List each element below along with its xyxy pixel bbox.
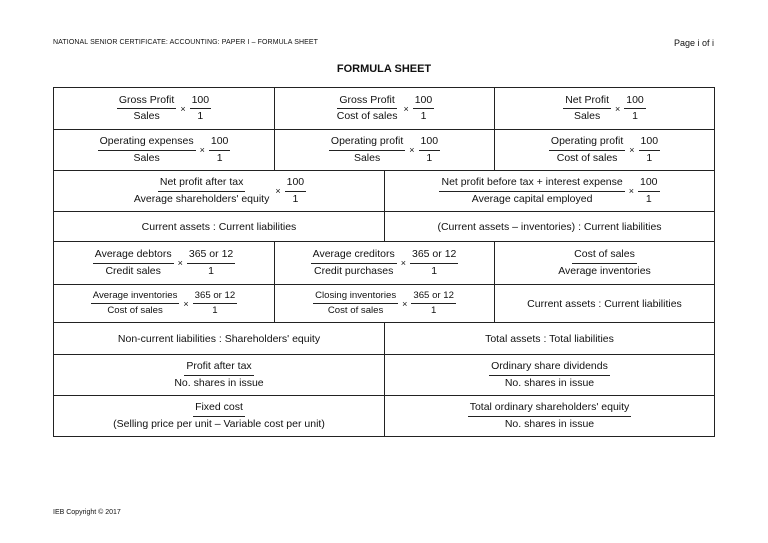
formula: [329, 135, 440, 164]
page-title: FORMULA SHEET: [336, 63, 432, 75]
numerator: Operating profit: [549, 135, 625, 150]
fraction: [563, 94, 611, 123]
multiplier-numerator: 365 or 12: [410, 248, 458, 263]
formula: [311, 248, 459, 277]
table-row: [54, 88, 714, 129]
fraction: [91, 290, 180, 317]
formula-cell: [384, 396, 714, 436]
multiplier-fraction: [624, 94, 646, 123]
fraction: [313, 290, 398, 317]
multiply-sign: ×: [177, 258, 183, 268]
formula: [549, 135, 660, 164]
table-row: [54, 241, 714, 284]
formula-cell: [384, 355, 714, 395]
formula: [117, 94, 211, 123]
document-header: NATIONAL SENIOR CERTIFICATE: ACCOUNTING: PAPER I – FORMULA SHEET: [53, 39, 319, 46]
multiplier-denominator: 1: [632, 110, 638, 122]
formula-table: [53, 87, 715, 437]
denominator: Sales: [133, 110, 160, 122]
multiply-sign: ×: [275, 186, 281, 196]
fraction: [335, 94, 400, 123]
ratio-text: (Current assets – inventories) : Current liabilities: [437, 220, 662, 233]
multiply-sign: ×: [199, 145, 205, 155]
multiplier-fraction: [187, 248, 235, 277]
fraction: [489, 360, 610, 389]
multiplier-fraction: [285, 176, 307, 205]
multiplier-denominator: 1: [208, 264, 214, 277]
numerator: Closing inventories: [313, 290, 398, 304]
numerator: Average debtors: [93, 248, 174, 263]
multiplier-numerator: 100: [639, 135, 661, 150]
formula-cell: [54, 212, 384, 241]
fraction: [98, 135, 196, 164]
denominator: Cost of sales: [327, 305, 384, 316]
denominator: Credit purchases: [313, 264, 394, 277]
numerator: Net profit after tax: [158, 176, 245, 191]
denominator: Average capital employed: [471, 192, 593, 205]
formula: [556, 248, 653, 277]
multiplier-fraction: [209, 135, 231, 164]
multiplier-fraction: [419, 135, 441, 164]
fraction: [439, 176, 624, 205]
formula: [172, 360, 265, 389]
fraction: [556, 248, 653, 277]
multiply-sign: ×: [628, 186, 634, 196]
multiplier-denominator: 1: [212, 305, 218, 316]
multiplier-fraction: [413, 94, 435, 123]
formula: [111, 401, 327, 430]
multiplier-fraction: [193, 290, 238, 317]
multiplier-denominator: 1: [197, 110, 204, 122]
numerator: Gross Profit: [117, 94, 176, 109]
multiplier-numerator: 100: [624, 94, 646, 109]
numerator: Fixed cost: [193, 401, 245, 416]
formula-cell: [54, 88, 274, 129]
formula: [439, 176, 659, 205]
multiplier-fraction: [639, 135, 661, 164]
multiplier-denominator: 1: [420, 110, 427, 122]
multiplier-numerator: 100: [419, 135, 441, 150]
table-row: [54, 129, 714, 170]
formula-cell: [274, 285, 494, 322]
formula-cell: [274, 88, 494, 129]
multiplier-numerator: 100: [209, 135, 231, 150]
table-row: [54, 354, 714, 395]
formula-cell: [54, 323, 384, 354]
formula-cell: [54, 242, 274, 284]
formula: [91, 290, 237, 317]
fraction: [111, 401, 327, 430]
numerator: Profit after tax: [184, 360, 253, 375]
page-number: Page i of i: [673, 38, 714, 48]
multiply-sign: ×: [614, 103, 621, 114]
multiplier-denominator: 1: [292, 192, 299, 205]
table-row: [54, 395, 714, 436]
multiplier-denominator: 1: [426, 151, 433, 164]
formula-cell: [274, 130, 494, 170]
table-row: [54, 284, 714, 322]
numerator: Average inventories: [91, 290, 180, 304]
denominator: No. shares in issue: [174, 376, 264, 389]
multiplier-numerator: 365 or 12: [187, 248, 235, 263]
denominator: Sales: [353, 151, 381, 164]
formula-cell: [384, 323, 714, 354]
formula-cell: [54, 171, 384, 211]
multiply-sign: ×: [183, 298, 189, 309]
formula-cell: [494, 88, 714, 129]
denominator: Average inventories: [558, 264, 651, 277]
multiplier-numerator: 100: [413, 94, 435, 109]
fraction: [549, 135, 625, 164]
formula: [313, 290, 456, 317]
formula: [563, 94, 646, 123]
ratio-text: Current assets : Current liabilities: [527, 297, 682, 310]
formula-cell: [54, 130, 274, 170]
denominator: No. shares in issue: [504, 376, 595, 389]
multiplier-numerator: 365 or 12: [193, 290, 238, 304]
formula: [93, 248, 236, 277]
formula-cell: [384, 171, 714, 211]
formula-cell: [494, 285, 714, 322]
multiply-sign: ×: [402, 298, 408, 309]
formula: [98, 135, 231, 164]
formula-cell: [54, 285, 274, 322]
multiplier-denominator: 1: [216, 151, 223, 164]
multiplier-fraction: [190, 94, 212, 123]
multiplier-numerator: 100: [638, 176, 660, 191]
denominator: Average shareholders' equity: [133, 192, 270, 205]
fraction: [172, 360, 265, 389]
formula: [335, 94, 435, 123]
numerator: Average creditors: [311, 248, 397, 263]
multiply-sign: ×: [400, 258, 406, 268]
multiply-sign: ×: [409, 145, 415, 155]
ratio-text: Non-current liabilities : Shareholders' equity: [117, 332, 321, 345]
multiplier-denominator: 1: [431, 264, 438, 277]
formula-cell: [494, 130, 714, 170]
multiplier-numerator: 100: [285, 176, 307, 191]
denominator: Cost of sales: [107, 305, 163, 316]
denominator: (Selling price per unit – Variable cost per unit): [113, 417, 325, 430]
multiplier-fraction: [638, 176, 660, 205]
multiplier-denominator: 1: [430, 305, 437, 316]
ratio-text: Current assets : Current liabilities: [141, 220, 297, 233]
multiplier-denominator: 1: [646, 151, 653, 164]
table-row: [54, 170, 714, 211]
denominator: Sales: [573, 110, 601, 122]
multiply-sign: ×: [629, 145, 635, 155]
numerator: Net profit before tax + interest expense: [439, 176, 624, 191]
formula-cell: [384, 212, 714, 241]
numerator: Total ordinary shareholders' equity: [468, 401, 632, 416]
formula-cell: [494, 242, 714, 284]
denominator: Cost of sales: [336, 110, 398, 122]
multiplier-numerator: 365 or 12: [411, 290, 456, 304]
copyright-footer: IEB Copyright © 2017: [53, 509, 121, 516]
formula: [132, 176, 306, 205]
denominator: No. shares in issue: [504, 417, 595, 430]
formula-cell: [274, 242, 494, 284]
numerator: Ordinary share dividends: [489, 360, 610, 375]
multiply-sign: ×: [403, 103, 409, 114]
fraction: [117, 94, 176, 123]
formula-cell: [54, 355, 384, 395]
table-row: [54, 211, 714, 241]
fraction: [329, 135, 405, 164]
formula: [489, 360, 610, 389]
multiplier-fraction: [411, 290, 456, 317]
numerator: Net Profit: [563, 94, 611, 109]
denominator: Cost of sales: [556, 151, 618, 164]
ratio-text: Total assets : Total liabilities: [485, 332, 614, 345]
formula: [468, 401, 632, 430]
table-row: [54, 322, 714, 354]
multiplier-denominator: 1: [645, 192, 652, 205]
fraction: [311, 248, 397, 277]
numerator: Operating expenses: [98, 135, 196, 150]
numerator: Cost of sales: [572, 248, 637, 263]
denominator: Sales: [133, 151, 160, 164]
denominator: Credit sales: [105, 264, 161, 277]
multiplier-numerator: 100: [190, 94, 212, 109]
multiply-sign: ×: [180, 103, 186, 114]
numerator: Operating profit: [329, 135, 405, 150]
multiplier-fraction: [410, 248, 458, 277]
formula-cell: [54, 396, 384, 436]
fraction: [132, 176, 271, 205]
numerator: Gross Profit: [337, 94, 396, 109]
fraction: [468, 401, 632, 430]
fraction: [93, 248, 174, 277]
